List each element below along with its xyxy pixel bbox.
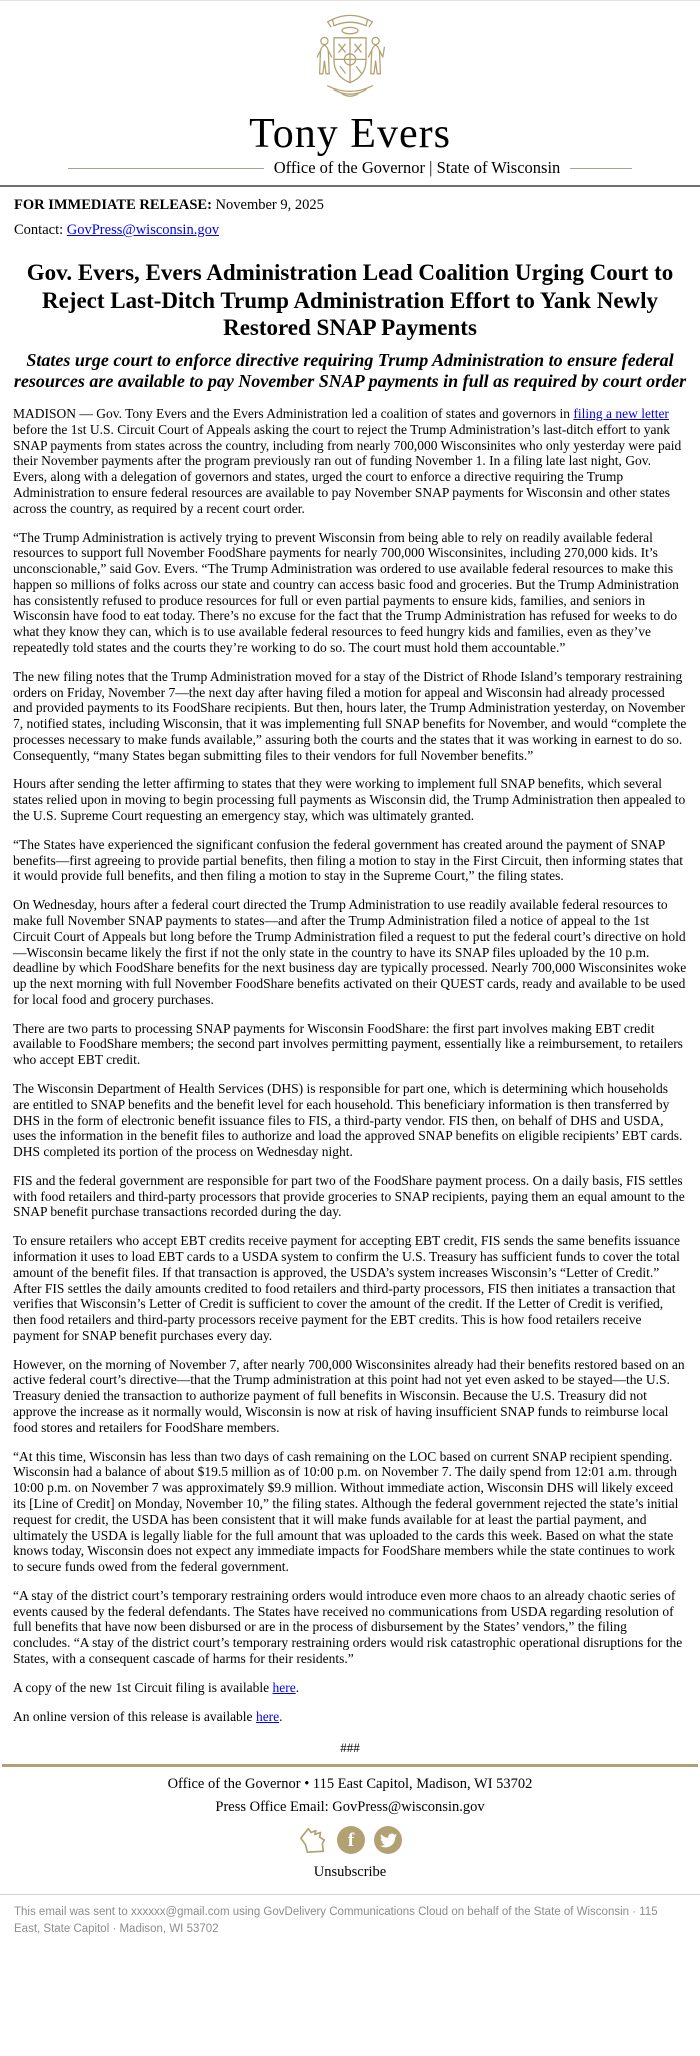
social-links-row <box>0 1825 700 1855</box>
paragraph: “The Trump Administration is actively trying to prevent Wisconsin from being able to rely on readily available federal resources to support full November FoodShare payments for nearly 700,000 Wisconsinites, including 270,000 kids. It’s unconscionable,” said Gov. Evers. “The Trump Administration was ordered to use available federal resources to make this happen so millions of folks across our state and country can access basic food and groceries. But the Trump Administration has consistently refused to produce resources for full or even partial payments to ensure kids, families, and seniors in Wisconsin have food to eat today. There’s no excuse for the fact that the Trump Administration has refused for weeks to do what they know they can, which is to use available federal resources to feed hungry kids and families, even as they’ve repeatedly told states and the courts they’re working to do so. The court must hold them accountable.” <box>13 529 679 655</box>
paragraph: There are two parts to processing SNAP payments for Wisconsin FoodShare: the first part involves making EBT credit available to FoodShare members; the second part involves permitting payment, essentially like a reimbursement, to retailers who accept EBT credit. <box>13 1020 683 1068</box>
end-mark: ### <box>340 1740 360 1756</box>
twitter-icon[interactable] <box>374 1826 402 1854</box>
paragraph: “A stay of the district court’s temporary restraining orders would introduce even more chaos to an already chaotic series of events caused by the federal defendants. The States have received no communications from USDA regarding resolution of full benefits that have now been disbursed or are in the process of disbursement by the States’ vendors,” the filing concludes. “A stay of the district court’s temporary restraining orders would risk catastrophic operational disruptions for the States, with a consequent cascade of harms for their residents.” <box>13 1587 683 1666</box>
paragraph: An online version of this release is available here. <box>13 1708 283 1724</box>
facebook-glyph: f <box>347 1829 355 1851</box>
divider-segment-left <box>68 168 264 169</box>
footer-address: Office of the Governor • 115 East Capitol, Madison, WI 53702 <box>167 1776 533 1793</box>
inline-link[interactable]: here <box>255 1708 280 1724</box>
footer <box>0 1776 700 1881</box>
wisconsin-coat-of-arms-icon <box>310 9 390 105</box>
unsubscribe-link[interactable]: Unsubscribe <box>313 1864 387 1881</box>
wisconsin-state-icon[interactable] <box>298 1825 328 1855</box>
paragraph: MADISON — Gov. Tony Evers and the Evers Administration led a coalition of states and governors in filing a new letter before the 1st U.S. Circuit Court of Appeals asking the court to reject the Trump Administration’s last-ditch effort to yank SNAP payments from states across the country, including from nearly 700,000 Wisconsinites who only yesterday were paid their November payments after the program previously ran out of funding November 1. In a filing late last night, Gov. Evers, along with a delegation of governors and states, urged the court to enforce a directive requiring the Trump Administration to ensure federal resources are available to pay November SNAP payments for Wisconsin and other states across the country, as required by a recent court order. <box>13 406 682 516</box>
governor-name: Tony Evers <box>249 111 451 157</box>
paragraph: To ensure retailers who accept EBT credits receive payment for accepting EBT credit, FIS sends the same benefits issuance information it uses to load EBT cards to a USDA system to confirm the U.S. Treasury has sufficient funds to cover the total amount of the benefit files. If that transaction is approved, the USDA’s system increases Wisconsin’s “Letter of Credit.” After FIS settles the daily amounts credited to food retailers and third-party processors, FIS then initiates a transaction that verifies that Wisconsin’s Letter of Credit is sufficient to cover the amount of the credit. If the Letter of Credit is verified, then food retailers and third-party processors receive payment for the EBT credits. This is how food retailers receive payment for SNAP benefit purchases every day. <box>13 1233 680 1343</box>
paragraph: “The States have experienced the significant confusion the federal government has created around the payment of SNAP benefits—first agreeing to provide partial benefits, then filing a motion to stay in the First Circuit, then informing states that it would provide full benefits, and then filing a motion to stay in the Supreme Court,” the filing states. <box>13 836 683 884</box>
inline-link[interactable]: filing a new letter <box>573 406 669 422</box>
release-line <box>14 197 686 214</box>
org-line-row <box>12 158 688 178</box>
paragraph: FIS and the federal government are responsible for part two of the FoodShare payment process. On a daily basis, FIS settles with food retailers and third-party processors that provide groceries to SNAP recipients, paying them an equal amount to the SNAP benefit purchase transactions recorded during the day. <box>13 1172 685 1220</box>
headline: Gov. Evers, Evers Administration Lead Coalition Urging Court to Reject Last-Ditch Trump Administration Effort to Yank Newly Restored SNAP Payments <box>26 260 674 341</box>
divider-segment-right <box>570 168 632 169</box>
release-date: November 9, 2025 <box>211 197 324 214</box>
facebook-icon[interactable] <box>337 1826 365 1854</box>
contact-label: Contact: <box>14 222 67 239</box>
fine-print-rule <box>0 1894 700 1895</box>
footer-press-email: Press Office Email: GovPress@wisconsin.gov <box>215 1799 485 1816</box>
paragraph: The Wisconsin Department of Health Services (DHS) is responsible for part one, which is determining which households are entitled to SNAP benefits and the benefit level for each household. This beneficiary information is then transferred by DHS in the form of electronic benefit issuance files to FIS, a third-party vendor. FIS then, on behalf of DHS and USDA, uses the information in the benefit files to authorize and load the approved SNAP benefits on eligible recipients’ EBT cards. DHS completed its portion of the process on Wednesday night. <box>13 1080 683 1160</box>
paragraph: “At this time, Wisconsin has less than two days of cash remaining on the LOC based on current SNAP recipient spending. Wisconsin had a balance of about $19.5 million as of 10:00 p.m. on November 7. The daily spend from 12:01 a.m. through 10:00 p.m. on November 7 was approximately $9.9 million. Without immediate action, Wisconsin DHS will likely exceed its [Line of Credit] on Monday, November 10,” the filing states. Although the federal government rejected the state’s initial request for credit, the USDA has been consistent that it will make funds available for at least the partial payment, and ultimately the USDA is legally liable for the full amount that was uploaded to the cards this week. Based on what the state knows today, Wisconsin does not expect any immediate impacts for FoodShare members while the state continues to work to secure funds owed from the federal government. <box>13 1448 679 1575</box>
contact-line <box>14 222 686 239</box>
letterhead <box>0 1 700 187</box>
org-line: Office of the Governor | State of Wisconsin <box>273 158 561 178</box>
paragraph: The new filing notes that the Trump Administration moved for a stay of the District of Rhode Island’s temporary restraining orders on Friday, November 7—the next day after having filed a motion for appeal and Wisconsin had already processed and provided payments to its FoodShare recipients. But then, hours later, the Trump Administration yesterday, on November 7, notified states, including Wisconsin, that it was implementing full SNAP benefits for November, and would “complete the processes necessary to make funds available,” assuring both the courts and the states that it was working in earnest to do so. Consequently, “many States began submitting files to their vendors for full November benefits.” <box>13 668 687 763</box>
body-paragraphs <box>13 406 687 1724</box>
paragraph: On Wednesday, hours after a federal court directed the Trump Administration to use readily available federal resources to make full November SNAP payments to states—and after the Trump Administration filed a notice of appeal to the 1st Circuit Court of Appeals but long before the Trump Administration filed a request to put the federal court’s directive on hold—Wisconsin became likely the first if not the only state in the country to have its SNAP files uploaded by the 10 p.m. deadline by which FoodShare benefits for the next business day are typically processed. Nearly 700,000 Wisconsinites woke up the next morning with full November FoodShare benefits activated on their QUEST cards, ready and available to be used for local food and grocery purchases. <box>13 897 687 1007</box>
footer-accent-rule <box>2 1764 698 1767</box>
fine-print: This email was sent to xxxxxx@gmail.com using GovDelivery Communications Cloud on behalf of the State of Wisconsin · 115 East, State Capitol · Madison, WI 53702 <box>14 1906 658 1935</box>
header-rule <box>0 185 700 187</box>
paragraph: Hours after sending the letter affirming to states that they were working to implement full SNAP benefits, which several states relied upon in moving to begin processing full payments as Wisconsin did, the Trump Administration then appealed to the U.S. Supreme Court requesting an emergency stay, which was ultimately granted. <box>13 776 686 824</box>
paragraph: A copy of the new 1st Circuit filing is available here. <box>13 1679 300 1695</box>
contact-email-link[interactable]: GovPress@wisconsin.gov <box>66 222 220 239</box>
press-release-page <box>0 1 700 1938</box>
paragraph: However, on the morning of November 7, after nearly 700,000 Wisconsinites already had their benefits restored based on an active federal court’s directive—that the Trump administration at this point had not yet even asked to be stayed—the U.S. Treasury denied the transaction to authorize payment of full benefits in Wisconsin. Because the U.S. Treasury did not approve the increase as it normally would, Wisconsin is now at risk of having insufficient SNAP funds to reimburse local food stores and retailers for FoodShare members. <box>13 1356 685 1435</box>
subheadline: States urge court to enforce directive requiring Trump Administration to ensure federal resources are available to pay November SNAP payments in full as required by court order <box>13 349 687 392</box>
release-label: FOR IMMEDIATE RELEASE: <box>14 197 212 214</box>
release-meta <box>14 197 686 239</box>
inline-link[interactable]: here <box>272 1679 296 1695</box>
